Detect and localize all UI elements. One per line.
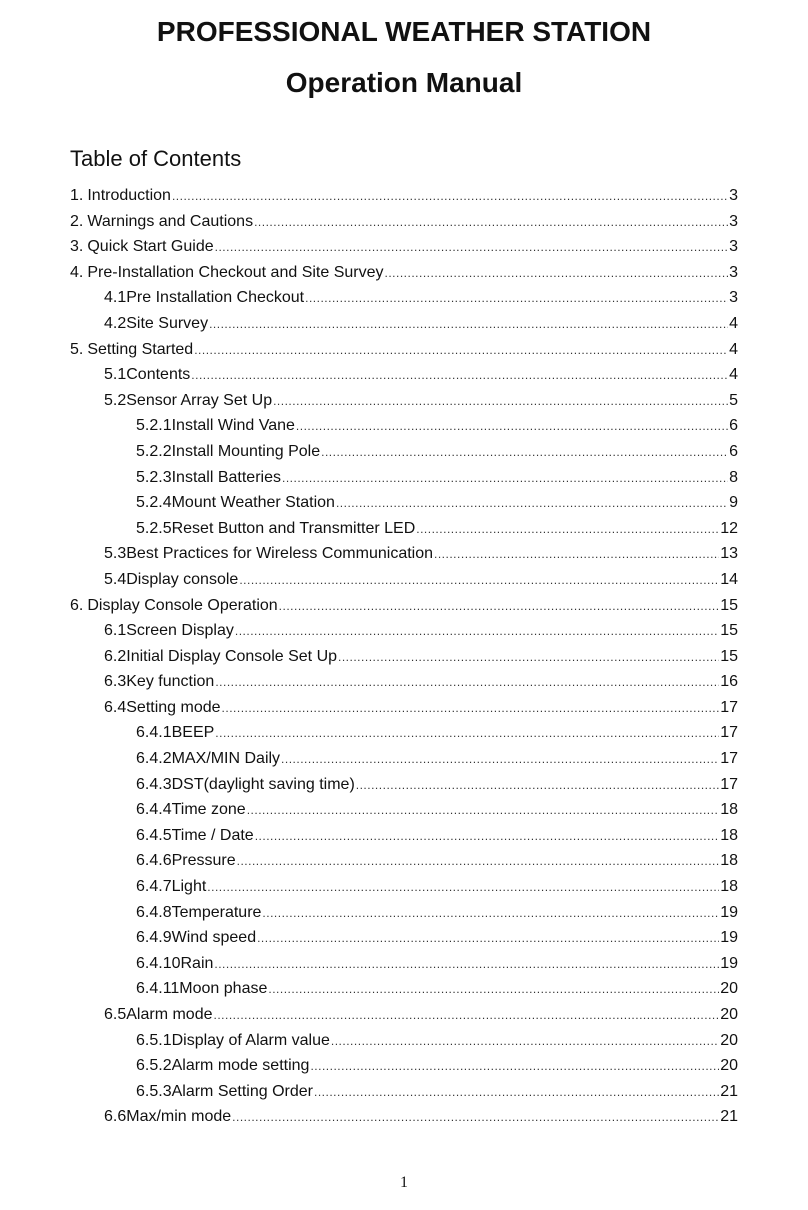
toc-entry[interactable] bbox=[70, 699, 738, 725]
toc-entry-title[interactable]: Moon phase bbox=[179, 980, 268, 998]
toc-entry-title[interactable]: Initial Display Console Set Up bbox=[126, 647, 338, 665]
toc-entry-number: 4.2 bbox=[104, 314, 127, 332]
toc-entry-page[interactable]: 14 bbox=[720, 570, 738, 588]
toc-dot-leader bbox=[385, 266, 729, 280]
toc-entry-title[interactable]: Pre-Installation Checkout and Site Survey bbox=[87, 263, 384, 281]
toc-dot-leader bbox=[273, 394, 728, 408]
toc-entry-number: 6.4.10 bbox=[136, 954, 181, 972]
toc-entry-number: 6.4.3 bbox=[136, 775, 172, 793]
toc-dot-leader bbox=[232, 1110, 719, 1124]
toc-entry-page[interactable]: 4 bbox=[729, 366, 738, 384]
toc-entry-title[interactable]: Display of Alarm value bbox=[171, 1031, 330, 1049]
toc-entry-title[interactable]: Install Mounting Pole bbox=[171, 442, 321, 460]
toc-entry-page[interactable]: 19 bbox=[720, 954, 738, 972]
toc-entry[interactable] bbox=[70, 597, 738, 623]
toc-dot-leader bbox=[222, 701, 720, 715]
toc-dot-leader bbox=[338, 650, 719, 664]
toc-entry-title[interactable]: Screen Display bbox=[126, 622, 234, 640]
toc-entry-page[interactable]: 3 bbox=[729, 187, 738, 204]
toc-entry-number: 6.5.2 bbox=[136, 1057, 172, 1075]
toc-dot-leader bbox=[268, 982, 719, 996]
toc-entry-number: 5.2.1 bbox=[136, 417, 172, 435]
toc-dot-leader bbox=[262, 906, 719, 920]
toc-entry-page[interactable]: 21 bbox=[720, 1082, 738, 1100]
toc-dot-leader bbox=[172, 189, 728, 203]
toc-entry-page[interactable]: 17 bbox=[720, 775, 738, 793]
toc-entry-title[interactable]: Mount Weather Station bbox=[171, 494, 335, 512]
toc-entry-title[interactable]: Install Batteries bbox=[171, 468, 281, 486]
toc-entry[interactable] bbox=[70, 545, 738, 571]
page-number: 1 bbox=[400, 1174, 408, 1191]
toc-entry-number: 6.2 bbox=[104, 647, 127, 665]
toc-entry-title[interactable]: Alarm mode bbox=[126, 1006, 213, 1023]
toc-entry-title[interactable]: Alarm Setting Order bbox=[171, 1082, 313, 1100]
toc-entry-page[interactable]: 21 bbox=[720, 1108, 738, 1126]
toc-entry-title[interactable]: Best Practices for Wireless Communication bbox=[126, 545, 434, 563]
toc-entry-page[interactable]: 13 bbox=[720, 545, 738, 563]
toc-entry-title[interactable]: Setting Started bbox=[87, 340, 194, 358]
toc-entry[interactable] bbox=[70, 341, 738, 367]
toc-entry-page[interactable]: 3 bbox=[729, 263, 738, 281]
toc-entry-number: 4. bbox=[70, 263, 84, 281]
toc-dot-leader bbox=[336, 496, 728, 510]
toc-entry-page[interactable]: 9 bbox=[729, 494, 738, 512]
toc-entry-title[interactable]: Key function bbox=[126, 673, 215, 691]
toc-entry[interactable] bbox=[70, 724, 738, 750]
toc-entry[interactable] bbox=[70, 980, 738, 1006]
toc-entry-number: 3. bbox=[70, 238, 84, 256]
toc-entry[interactable] bbox=[70, 571, 738, 597]
toc-entry-number: 5.2.5 bbox=[136, 519, 172, 537]
toc-entry-title[interactable]: Site Survey bbox=[126, 314, 209, 332]
toc-entry-page[interactable]: 15 bbox=[720, 596, 738, 614]
toc-entry[interactable] bbox=[70, 1032, 738, 1058]
toc-entry-number: 5.4 bbox=[104, 570, 127, 588]
toc-entry-number: 5. bbox=[70, 340, 84, 358]
toc-entry-page[interactable]: 18 bbox=[720, 826, 738, 844]
toc-entry[interactable] bbox=[70, 1006, 738, 1032]
toc-entry-number: 5.1 bbox=[104, 366, 127, 384]
toc-heading: Table of Contents bbox=[70, 146, 242, 171]
toc-entry-title[interactable]: Pre Installation Checkout bbox=[126, 289, 305, 307]
toc-entry[interactable] bbox=[70, 469, 738, 495]
toc-entry-title[interactable]: Temperature bbox=[171, 903, 262, 921]
toc-entry-title[interactable]: Pressure bbox=[171, 852, 236, 870]
toc-entry-page[interactable]: 19 bbox=[720, 903, 738, 921]
toc-dot-leader bbox=[214, 1008, 720, 1022]
toc-entry[interactable] bbox=[70, 520, 738, 546]
toc-entry-page[interactable]: 17 bbox=[720, 698, 738, 716]
toc-entry[interactable] bbox=[70, 392, 738, 418]
toc-entry[interactable] bbox=[70, 1083, 738, 1109]
toc-entry-page[interactable]: 20 bbox=[720, 1031, 738, 1049]
toc-entry[interactable] bbox=[70, 315, 738, 341]
toc-entry[interactable] bbox=[70, 929, 738, 955]
toc-entry-page[interactable]: 4 bbox=[729, 340, 738, 358]
toc-entry-title[interactable]: Light bbox=[171, 878, 207, 896]
toc-entry-number: 4.1 bbox=[104, 289, 127, 307]
toc-dot-leader bbox=[296, 419, 728, 433]
toc-entry[interactable] bbox=[70, 1108, 738, 1134]
toc-entry-number: 6.4.7 bbox=[136, 878, 172, 896]
toc-dot-leader bbox=[247, 803, 720, 817]
toc-entry[interactable] bbox=[70, 827, 738, 853]
toc-entry-page[interactable]: 6 bbox=[729, 417, 738, 435]
toc-entry[interactable] bbox=[70, 750, 738, 776]
toc-entry-title[interactable]: Max/min mode bbox=[126, 1108, 232, 1126]
toc-entry-page[interactable]: 3 bbox=[729, 238, 738, 256]
toc-entry-number: 6.5.1 bbox=[136, 1031, 172, 1049]
toc-entry-number: 6.4 bbox=[104, 698, 127, 716]
toc-entry-number: 6.4.6 bbox=[136, 852, 172, 870]
toc-entry[interactable] bbox=[70, 622, 738, 648]
toc-entry[interactable] bbox=[70, 213, 738, 239]
toc-entry-number: 6.4.9 bbox=[136, 929, 172, 947]
toc-dot-leader bbox=[215, 675, 719, 689]
document-subtitle: Operation Manual bbox=[285, 67, 523, 98]
toc-entry-number: 2. bbox=[70, 212, 84, 230]
toc-dot-leader bbox=[235, 624, 719, 638]
toc-entry-number: 5.2 bbox=[104, 391, 127, 409]
toc-entry[interactable] bbox=[70, 366, 738, 392]
toc-dot-leader bbox=[255, 829, 720, 843]
toc-entry[interactable] bbox=[70, 776, 738, 802]
toc-dot-leader bbox=[215, 240, 728, 254]
toc-entry-title[interactable]: Sensor Array Set Up bbox=[126, 391, 273, 409]
toc-entry-page[interactable]: 18 bbox=[720, 801, 738, 819]
toc-entry-page[interactable]: 18 bbox=[720, 878, 738, 896]
document-title: PROFESSIONAL WEATHER STATION bbox=[156, 16, 652, 47]
toc-entry-number: 6.4.1 bbox=[136, 724, 172, 742]
toc-dot-leader bbox=[207, 880, 719, 894]
table-of-contents bbox=[70, 187, 738, 1134]
toc-dot-leader bbox=[194, 343, 728, 357]
toc-entry[interactable] bbox=[70, 904, 738, 930]
toc-entry[interactable] bbox=[70, 955, 738, 981]
toc-entry-title[interactable]: MAX/MIN Daily bbox=[171, 750, 281, 768]
toc-dot-leader bbox=[434, 547, 719, 561]
toc-entry[interactable] bbox=[70, 443, 738, 469]
toc-dot-leader bbox=[305, 291, 728, 305]
toc-dot-leader bbox=[356, 778, 719, 792]
toc-entry[interactable] bbox=[70, 494, 738, 520]
toc-entry[interactable] bbox=[70, 852, 738, 878]
toc-entry-title[interactable]: Alarm mode setting bbox=[171, 1057, 310, 1075]
toc-dot-leader bbox=[314, 1085, 719, 1099]
toc-entry-page[interactable]: 20 bbox=[720, 1006, 738, 1023]
toc-entry-title[interactable]: Time zone bbox=[171, 801, 246, 819]
toc-entry-page[interactable]: 8 bbox=[729, 468, 738, 486]
toc-entry-page[interactable]: 5 bbox=[729, 391, 738, 409]
toc-entry[interactable] bbox=[70, 648, 738, 674]
toc-entry-title[interactable]: Rain bbox=[180, 954, 214, 972]
toc-entry[interactable] bbox=[70, 801, 738, 827]
toc-entry-number: 6.4.4 bbox=[136, 801, 172, 819]
toc-entry-title[interactable]: Reset Button and Transmitter LED bbox=[171, 519, 416, 537]
toc-dot-leader bbox=[279, 599, 720, 613]
toc-dot-leader bbox=[282, 471, 728, 485]
toc-entry-page[interactable]: 15 bbox=[720, 647, 738, 665]
toc-entry-title[interactable]: Display Console Operation bbox=[87, 596, 278, 614]
toc-dot-leader bbox=[215, 726, 719, 740]
toc-entry[interactable] bbox=[70, 417, 738, 443]
toc-entry-number: 6.3 bbox=[104, 673, 127, 691]
toc-dot-leader bbox=[209, 317, 728, 331]
toc-dot-leader bbox=[321, 445, 728, 459]
toc-entry-number: 6.4.5 bbox=[136, 826, 172, 844]
toc-entry-title[interactable]: DST(daylight saving time) bbox=[171, 775, 355, 793]
toc-entry-number: 6.5 bbox=[104, 1006, 127, 1023]
toc-dot-leader bbox=[257, 931, 719, 945]
toc-entry-page[interactable]: 17 bbox=[720, 750, 738, 768]
toc-entry-number: 6.4.2 bbox=[136, 750, 172, 768]
toc-dot-leader bbox=[416, 522, 719, 536]
toc-entry-page[interactable]: 3 bbox=[729, 289, 738, 307]
toc-entry-page[interactable]: 16 bbox=[720, 673, 738, 691]
toc-entry-number: 5.3 bbox=[104, 545, 127, 563]
toc-entry-number: 1. bbox=[70, 187, 84, 204]
toc-entry-page[interactable]: 20 bbox=[720, 980, 738, 998]
toc-entry-number: 6.1 bbox=[104, 622, 127, 640]
toc-entry-number: 6.4.8 bbox=[136, 903, 172, 921]
toc-entry-page[interactable]: 4 bbox=[729, 314, 738, 332]
toc-entry-title[interactable]: Warnings and Cautions bbox=[87, 212, 254, 230]
toc-dot-leader bbox=[331, 1034, 719, 1048]
toc-entry-page[interactable]: 19 bbox=[720, 929, 738, 947]
toc-entry-title[interactable]: Setting mode bbox=[126, 698, 221, 716]
toc-entry-title[interactable]: Wind speed bbox=[171, 929, 257, 947]
toc-entry-page[interactable]: 3 bbox=[729, 212, 738, 230]
toc-entry-page[interactable]: 17 bbox=[720, 724, 738, 742]
toc-entry-page[interactable]: 6 bbox=[729, 442, 738, 460]
toc-entry-number: 6.5.3 bbox=[136, 1082, 172, 1100]
toc-entry-title[interactable]: Time / Date bbox=[171, 826, 254, 844]
toc-dot-leader bbox=[239, 573, 719, 587]
toc-entry[interactable] bbox=[70, 238, 738, 264]
toc-entry-page[interactable]: 15 bbox=[720, 622, 738, 640]
toc-dot-leader bbox=[191, 368, 728, 382]
toc-dot-leader bbox=[214, 957, 719, 971]
toc-entry-number: 5.2.3 bbox=[136, 468, 172, 486]
toc-entry-title[interactable]: Display console bbox=[126, 570, 239, 588]
toc-dot-leader bbox=[254, 215, 728, 229]
toc-entry-title[interactable]: Quick Start Guide bbox=[87, 238, 214, 256]
toc-entry[interactable] bbox=[70, 673, 738, 699]
toc-entry-number: 5.2.4 bbox=[136, 494, 172, 512]
toc-entry-number: 6.6 bbox=[104, 1108, 127, 1126]
toc-entry-number: 6. bbox=[70, 596, 84, 614]
toc-entry-title[interactable]: BEEP bbox=[171, 724, 215, 742]
toc-entry-title[interactable]: Install Wind Vane bbox=[171, 417, 295, 435]
toc-entry-number: 5.2.2 bbox=[136, 442, 172, 460]
toc-entry-title[interactable]: Contents bbox=[126, 366, 191, 384]
toc-entry[interactable] bbox=[70, 264, 738, 290]
toc-entry-number: 6.4.11 bbox=[136, 980, 180, 998]
toc-entry[interactable] bbox=[70, 1057, 738, 1083]
toc-entry-page[interactable]: 20 bbox=[720, 1057, 738, 1075]
toc-dot-leader bbox=[281, 752, 719, 766]
toc-entry[interactable] bbox=[70, 187, 738, 213]
toc-entry-page[interactable]: 12 bbox=[720, 519, 738, 537]
toc-entry-page[interactable]: 18 bbox=[720, 852, 738, 870]
toc-dot-leader bbox=[237, 854, 720, 868]
toc-entry-title[interactable]: Introduction bbox=[87, 187, 171, 204]
toc-entry[interactable] bbox=[70, 878, 738, 904]
toc-dot-leader bbox=[310, 1059, 719, 1073]
toc-entry[interactable] bbox=[70, 289, 738, 315]
